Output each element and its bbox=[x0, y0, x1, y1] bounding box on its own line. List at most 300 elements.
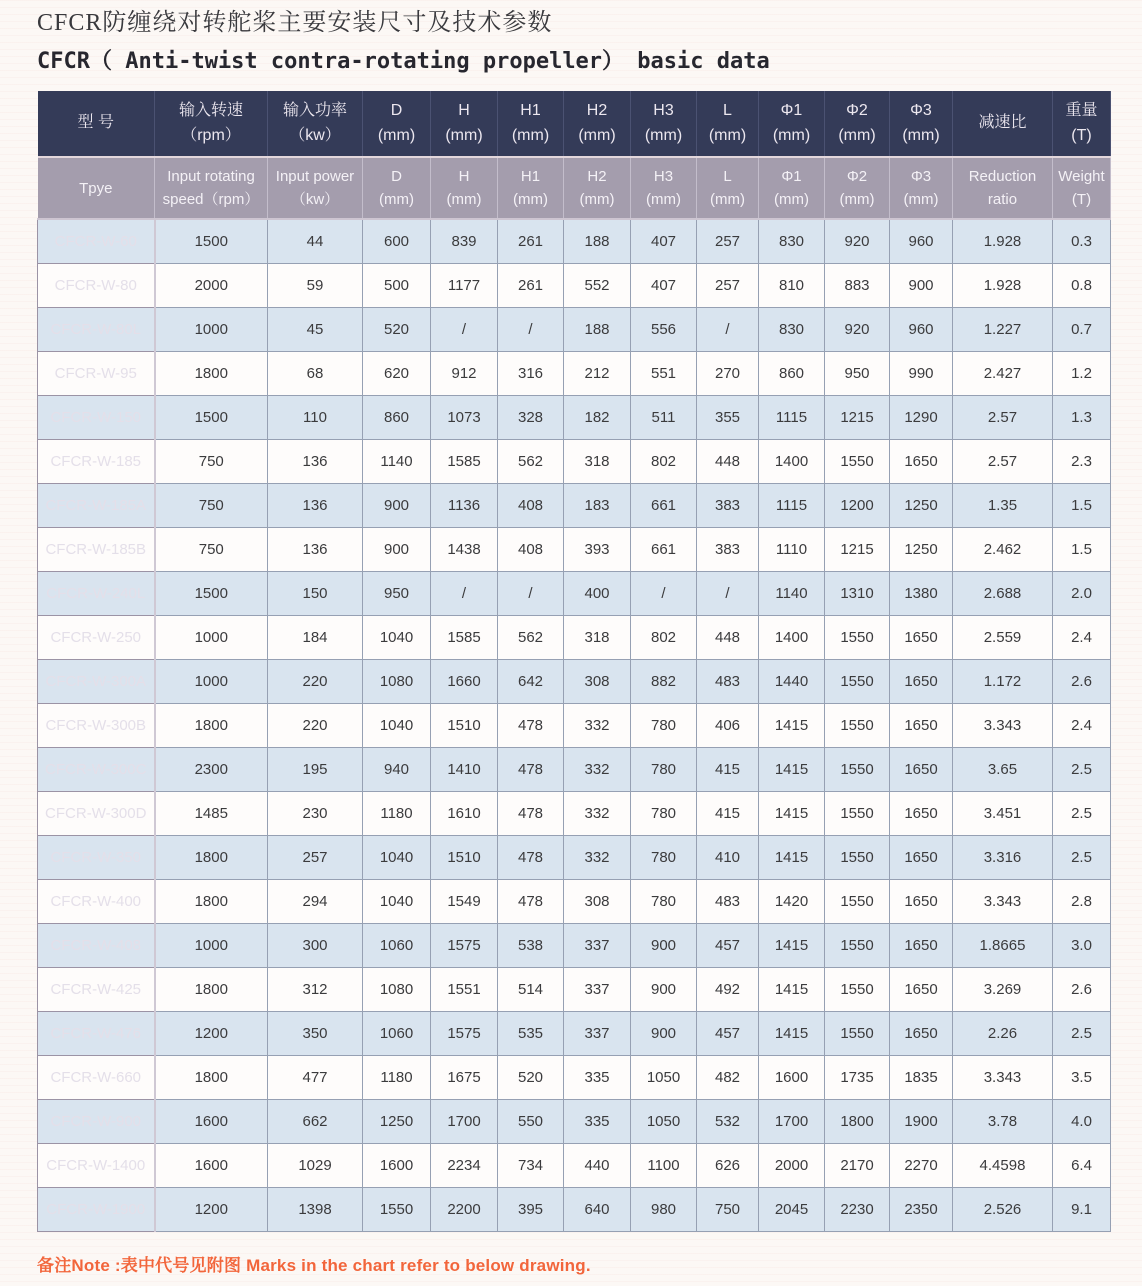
cell-type: CFCR-W-400 bbox=[38, 879, 155, 923]
cell-h3: 900 bbox=[631, 967, 697, 1011]
cell-h3: 900 bbox=[631, 1011, 697, 1055]
cell-l: 457 bbox=[697, 923, 759, 967]
table-row bbox=[38, 659, 1111, 703]
cell-h3: 1050 bbox=[631, 1099, 697, 1143]
cell-speed: 1800 bbox=[155, 351, 268, 395]
cell-phi2: 1550 bbox=[825, 439, 890, 483]
cell-h1: / bbox=[498, 571, 564, 615]
cell-h: 912 bbox=[431, 351, 498, 395]
col-header-line: L bbox=[723, 102, 732, 120]
cell-phi2: 1550 bbox=[825, 615, 890, 659]
col-header-line: (mm) bbox=[772, 126, 811, 144]
cell-d: 1080 bbox=[363, 967, 431, 1011]
cell-phi2: 1550 bbox=[825, 659, 890, 703]
cell-d: 1180 bbox=[363, 1055, 431, 1099]
col-header-en-h3 bbox=[631, 157, 697, 219]
page-title-chinese: CFCR防缠绕对转舵桨主要安装尺寸及技术参数 bbox=[37, 10, 553, 36]
cell-h1: 395 bbox=[498, 1187, 564, 1231]
cell-h1: 520 bbox=[498, 1055, 564, 1099]
table-row bbox=[38, 483, 1111, 527]
cell-l: 483 bbox=[697, 879, 759, 923]
col-header-line: (mm) bbox=[646, 191, 681, 209]
cell-power: 220 bbox=[268, 703, 363, 747]
col-header-line: （kw） bbox=[290, 191, 340, 209]
cell-h1: 734 bbox=[498, 1143, 564, 1187]
cell-phi3: 1650 bbox=[890, 835, 953, 879]
cell-h3: 1100 bbox=[631, 1143, 697, 1187]
cell-h3: 556 bbox=[631, 307, 697, 351]
cell-phi3: 960 bbox=[890, 219, 953, 263]
cell-d: 1060 bbox=[363, 1011, 431, 1055]
cell-weight: 6.4 bbox=[1053, 1143, 1111, 1187]
cell-ratio: 1.35 bbox=[953, 483, 1053, 527]
cell-l: 482 bbox=[697, 1055, 759, 1099]
cell-h2: 188 bbox=[564, 307, 631, 351]
cell-type: CFCR-W-95 bbox=[38, 351, 155, 395]
cell-ratio: 2.462 bbox=[953, 527, 1053, 571]
cell-h1: 328 bbox=[498, 395, 564, 439]
col-header-line: 型 号 bbox=[77, 114, 114, 132]
cell-type: CFCR-W-900 bbox=[38, 1099, 155, 1143]
table-row bbox=[38, 879, 1111, 923]
spec-table-body bbox=[38, 219, 1111, 1231]
cell-phi1: 1415 bbox=[759, 923, 825, 967]
cell-weight: 1.5 bbox=[1053, 483, 1111, 527]
cell-l: 410 bbox=[697, 835, 759, 879]
cell-l: 257 bbox=[697, 263, 759, 307]
cell-h: 1551 bbox=[431, 967, 498, 1011]
cell-phi3: 1650 bbox=[890, 1011, 953, 1055]
cell-h: 1585 bbox=[431, 439, 498, 483]
cell-h2: 188 bbox=[564, 219, 631, 263]
cell-phi3: 1650 bbox=[890, 879, 953, 923]
cell-power: 136 bbox=[268, 527, 363, 571]
cell-h2: 335 bbox=[564, 1099, 631, 1143]
cell-h1: / bbox=[498, 307, 564, 351]
cell-d: 1550 bbox=[363, 1187, 431, 1231]
col-header-zh-h1 bbox=[498, 91, 564, 157]
cell-speed: 1800 bbox=[155, 879, 268, 923]
cell-h: 1675 bbox=[431, 1055, 498, 1099]
cell-h1: 535 bbox=[498, 1011, 564, 1055]
cell-type: CFCR-W-1900 bbox=[38, 1187, 155, 1231]
cell-d: 1040 bbox=[363, 835, 431, 879]
cell-phi3: 1380 bbox=[890, 571, 953, 615]
table-row bbox=[38, 395, 1111, 439]
cell-phi3: 1650 bbox=[890, 439, 953, 483]
cell-phi3: 1900 bbox=[890, 1099, 953, 1143]
col-header-line: (mm) bbox=[445, 126, 483, 144]
col-header-line: H1 bbox=[520, 168, 541, 186]
cell-ratio: 2.57 bbox=[953, 439, 1053, 483]
col-header-line: (mm) bbox=[839, 191, 875, 209]
cell-weight: 3.0 bbox=[1053, 923, 1111, 967]
col-header-line: Weight bbox=[1058, 168, 1105, 186]
table-row bbox=[38, 791, 1111, 835]
cell-d: 500 bbox=[363, 263, 431, 307]
cell-h2: 318 bbox=[564, 439, 631, 483]
cell-speed: 1200 bbox=[155, 1187, 268, 1231]
table-row bbox=[38, 1055, 1111, 1099]
col-header-line: H bbox=[458, 102, 470, 120]
cell-phi1: 1115 bbox=[759, 483, 825, 527]
cell-phi2: 1200 bbox=[825, 483, 890, 527]
cell-h3: 511 bbox=[631, 395, 697, 439]
col-header-line: (mm) bbox=[903, 191, 939, 209]
cell-phi2: 920 bbox=[825, 307, 890, 351]
col-header-zh-phi3 bbox=[890, 91, 953, 157]
cell-l: / bbox=[697, 307, 759, 351]
cell-type: CFCR-W-408 bbox=[38, 923, 155, 967]
cell-h2: 332 bbox=[564, 747, 631, 791]
cell-d: 950 bbox=[363, 571, 431, 615]
cell-h2: 640 bbox=[564, 1187, 631, 1231]
cell-ratio: 3.343 bbox=[953, 1055, 1053, 1099]
col-header-zh-speed bbox=[155, 91, 268, 157]
cell-ratio: 2.427 bbox=[953, 351, 1053, 395]
table-row bbox=[38, 747, 1111, 791]
cell-type: CFCR-W-350 bbox=[38, 835, 155, 879]
cell-phi2: 1550 bbox=[825, 703, 890, 747]
cell-ratio: 1.8665 bbox=[953, 923, 1053, 967]
cell-phi1: 1700 bbox=[759, 1099, 825, 1143]
cell-speed: 750 bbox=[155, 527, 268, 571]
cell-h3: / bbox=[631, 571, 697, 615]
cell-type: CFCR-W-660 bbox=[38, 1055, 155, 1099]
cell-h2: 182 bbox=[564, 395, 631, 439]
cell-speed: 2300 bbox=[155, 747, 268, 791]
cell-phi2: 1550 bbox=[825, 967, 890, 1011]
cell-weight: 0.8 bbox=[1053, 263, 1111, 307]
cell-h1: 562 bbox=[498, 439, 564, 483]
cell-h3: 1050 bbox=[631, 1055, 697, 1099]
cell-ratio: 1.227 bbox=[953, 307, 1053, 351]
cell-h2: 332 bbox=[564, 835, 631, 879]
cell-h3: 780 bbox=[631, 703, 697, 747]
datasheet-page bbox=[37, 8, 1110, 1232]
cell-h1: 538 bbox=[498, 923, 564, 967]
cell-weight: 1.5 bbox=[1053, 527, 1111, 571]
cell-type: CFCR-W-185B bbox=[38, 527, 155, 571]
cell-power: 1029 bbox=[268, 1143, 363, 1187]
cell-weight: 0.3 bbox=[1053, 219, 1111, 263]
table-row bbox=[38, 263, 1111, 307]
col-header-line: D bbox=[390, 102, 403, 120]
cell-phi3: 1650 bbox=[890, 967, 953, 1011]
cell-l: 448 bbox=[697, 439, 759, 483]
col-header-en-l bbox=[697, 157, 759, 219]
cell-h1: 261 bbox=[498, 219, 564, 263]
col-header-line: Φ1 bbox=[780, 102, 803, 120]
table-row bbox=[38, 1099, 1111, 1143]
cell-phi2: 1550 bbox=[825, 747, 890, 791]
col-header-zh-weight bbox=[1053, 91, 1111, 157]
cell-ratio: 3.65 bbox=[953, 747, 1053, 791]
cell-h1: 478 bbox=[498, 791, 564, 835]
cell-h2: 337 bbox=[564, 1011, 631, 1055]
col-header-line: speed（rpm） bbox=[162, 191, 260, 209]
cell-l: 406 bbox=[697, 703, 759, 747]
cell-d: 1600 bbox=[363, 1143, 431, 1187]
cell-phi2: 1800 bbox=[825, 1099, 890, 1143]
cell-ratio: 3.269 bbox=[953, 967, 1053, 1011]
cell-h2: 318 bbox=[564, 615, 631, 659]
cell-ratio: 3.343 bbox=[953, 879, 1053, 923]
cell-phi1: 1415 bbox=[759, 835, 825, 879]
col-header-line: Φ3 bbox=[910, 102, 932, 120]
cell-h2: 332 bbox=[564, 791, 631, 835]
cell-l: 415 bbox=[697, 791, 759, 835]
cell-speed: 1000 bbox=[155, 615, 268, 659]
cell-h1: 478 bbox=[498, 835, 564, 879]
cell-l: 448 bbox=[697, 615, 759, 659]
cell-h2: 308 bbox=[564, 659, 631, 703]
cell-h2: 400 bbox=[564, 571, 631, 615]
cell-d: 1040 bbox=[363, 703, 431, 747]
cell-speed: 2000 bbox=[155, 263, 268, 307]
col-header-line: H3 bbox=[653, 168, 674, 186]
col-header-en-power bbox=[268, 157, 363, 219]
cell-h3: 551 bbox=[631, 351, 697, 395]
table-row bbox=[38, 703, 1111, 747]
cell-type: CFCR-W-250 bbox=[38, 615, 155, 659]
col-header-line: (mm) bbox=[377, 126, 416, 144]
col-header-line: Input rotating bbox=[167, 168, 255, 186]
cell-d: 940 bbox=[363, 747, 431, 791]
cell-h: 1660 bbox=[431, 659, 498, 703]
col-header-line: (mm) bbox=[511, 126, 550, 144]
cell-d: 1040 bbox=[363, 615, 431, 659]
cell-h: / bbox=[431, 307, 498, 351]
col-header-line: (T) bbox=[1071, 126, 1092, 144]
cell-power: 184 bbox=[268, 615, 363, 659]
cell-speed: 1800 bbox=[155, 1055, 268, 1099]
cell-phi1: 1115 bbox=[759, 395, 825, 439]
col-header-zh-h bbox=[431, 91, 498, 157]
cell-h3: 980 bbox=[631, 1187, 697, 1231]
table-row bbox=[38, 615, 1111, 659]
cell-l: 457 bbox=[697, 1011, 759, 1055]
col-header-en-phi3 bbox=[890, 157, 953, 219]
cell-power: 257 bbox=[268, 835, 363, 879]
cell-h3: 407 bbox=[631, 263, 697, 307]
cell-h: 1575 bbox=[431, 923, 498, 967]
cell-h3: 407 bbox=[631, 219, 697, 263]
col-header-zh-phi1 bbox=[759, 91, 825, 157]
table-row bbox=[38, 1011, 1111, 1055]
cell-phi1: 1420 bbox=[759, 879, 825, 923]
cell-d: 520 bbox=[363, 307, 431, 351]
cell-power: 477 bbox=[268, 1055, 363, 1099]
cell-power: 350 bbox=[268, 1011, 363, 1055]
cell-power: 150 bbox=[268, 571, 363, 615]
cell-phi1: 1600 bbox=[759, 1055, 825, 1099]
cell-h1: 478 bbox=[498, 879, 564, 923]
cell-power: 294 bbox=[268, 879, 363, 923]
table-row bbox=[38, 1187, 1111, 1231]
cell-phi1: 1415 bbox=[759, 703, 825, 747]
cell-speed: 1800 bbox=[155, 835, 268, 879]
cell-speed: 1800 bbox=[155, 703, 268, 747]
cell-phi2: 1550 bbox=[825, 791, 890, 835]
cell-h2: 212 bbox=[564, 351, 631, 395]
cell-h3: 780 bbox=[631, 835, 697, 879]
cell-l: 492 bbox=[697, 967, 759, 1011]
cell-power: 44 bbox=[268, 219, 363, 263]
cell-h2: 332 bbox=[564, 703, 631, 747]
col-header-line: Φ2 bbox=[846, 102, 868, 120]
col-header-line: (mm) bbox=[902, 126, 940, 144]
cell-phi1: 2045 bbox=[759, 1187, 825, 1231]
cell-power: 230 bbox=[268, 791, 363, 835]
cell-power: 312 bbox=[268, 967, 363, 1011]
table-row bbox=[38, 307, 1111, 351]
cell-power: 1398 bbox=[268, 1187, 363, 1231]
cell-h1: 514 bbox=[498, 967, 564, 1011]
cell-phi2: 1550 bbox=[825, 923, 890, 967]
table-row bbox=[38, 527, 1111, 571]
col-header-zh-h2 bbox=[564, 91, 631, 157]
cell-type: CFCR-W-60 bbox=[38, 219, 155, 263]
cell-phi1: 830 bbox=[759, 307, 825, 351]
cell-type: CFCR-W-300D bbox=[38, 791, 155, 835]
col-header-line: (mm) bbox=[710, 191, 745, 209]
cell-type: CFCR-W-300C bbox=[38, 747, 155, 791]
col-header-zh-h3 bbox=[631, 91, 697, 157]
cell-l: 257 bbox=[697, 219, 759, 263]
cell-phi1: 1400 bbox=[759, 439, 825, 483]
cell-type: CFCR-W-300A bbox=[38, 659, 155, 703]
cell-ratio: 3.343 bbox=[953, 703, 1053, 747]
col-header-line: L bbox=[723, 168, 732, 186]
cell-h3: 802 bbox=[631, 439, 697, 483]
cell-h3: 780 bbox=[631, 879, 697, 923]
col-header-en-h bbox=[431, 157, 498, 219]
cell-ratio: 3.316 bbox=[953, 835, 1053, 879]
cell-h3: 661 bbox=[631, 527, 697, 571]
cell-ratio: 2.688 bbox=[953, 571, 1053, 615]
cell-phi3: 1650 bbox=[890, 791, 953, 835]
spec-table bbox=[37, 91, 1111, 1232]
cell-phi3: 1650 bbox=[890, 703, 953, 747]
cell-speed: 750 bbox=[155, 483, 268, 527]
cell-l: 626 bbox=[697, 1143, 759, 1187]
cell-weight: 2.4 bbox=[1053, 615, 1111, 659]
cell-phi1: 1415 bbox=[759, 791, 825, 835]
cell-power: 45 bbox=[268, 307, 363, 351]
col-header-line: (mm) bbox=[644, 126, 683, 144]
cell-type: CFCR-W-1400 bbox=[38, 1143, 155, 1187]
cell-type: CFCR-W-300B bbox=[38, 703, 155, 747]
cell-d: 900 bbox=[363, 483, 431, 527]
cell-phi3: 990 bbox=[890, 351, 953, 395]
cell-weight: 2.5 bbox=[1053, 747, 1111, 791]
col-header-en-d bbox=[363, 157, 431, 219]
col-header-en-ratio bbox=[953, 157, 1053, 219]
col-header-zh-l bbox=[697, 91, 759, 157]
cell-phi3: 1835 bbox=[890, 1055, 953, 1099]
cell-h2: 440 bbox=[564, 1143, 631, 1187]
col-header-en-weight bbox=[1053, 157, 1111, 219]
cell-phi1: 1110 bbox=[759, 527, 825, 571]
cell-speed: 1000 bbox=[155, 659, 268, 703]
cell-h: 2200 bbox=[431, 1187, 498, 1231]
cell-h: 2234 bbox=[431, 1143, 498, 1187]
cell-ratio: 4.4598 bbox=[953, 1143, 1053, 1187]
cell-phi3: 960 bbox=[890, 307, 953, 351]
col-header-line: H1 bbox=[520, 102, 541, 120]
cell-ratio: 1.172 bbox=[953, 659, 1053, 703]
col-header-line: (mm) bbox=[379, 191, 414, 209]
cell-d: 860 bbox=[363, 395, 431, 439]
col-header-line: H bbox=[458, 168, 470, 186]
table-row bbox=[38, 835, 1111, 879]
col-header-en-h2 bbox=[564, 157, 631, 219]
cell-h1: 261 bbox=[498, 263, 564, 307]
cell-l: 483 bbox=[697, 659, 759, 703]
cell-h2: 337 bbox=[564, 967, 631, 1011]
cell-l: 532 bbox=[697, 1099, 759, 1143]
cell-h1: 642 bbox=[498, 659, 564, 703]
cell-h: 1700 bbox=[431, 1099, 498, 1143]
col-header-line: （rpm） bbox=[181, 126, 241, 144]
header-row-english bbox=[38, 157, 1111, 219]
cell-phi3: 1250 bbox=[890, 483, 953, 527]
cell-weight: 2.0 bbox=[1053, 571, 1111, 615]
cell-h3: 661 bbox=[631, 483, 697, 527]
cell-phi3: 1290 bbox=[890, 395, 953, 439]
cell-phi3: 2270 bbox=[890, 1143, 953, 1187]
col-header-en-speed bbox=[155, 157, 268, 219]
cell-l: 750 bbox=[697, 1187, 759, 1231]
cell-phi3: 900 bbox=[890, 263, 953, 307]
cell-d: 1140 bbox=[363, 439, 431, 483]
cell-h2: 337 bbox=[564, 923, 631, 967]
col-header-zh-phi2 bbox=[825, 91, 890, 157]
page-title-english: CFCR（ Anti-twist contra-rotating propeller） basic data bbox=[37, 49, 770, 74]
cell-phi2: 1550 bbox=[825, 879, 890, 923]
cell-phi2: 920 bbox=[825, 219, 890, 263]
cell-h1: 550 bbox=[498, 1099, 564, 1143]
cell-ratio: 2.26 bbox=[953, 1011, 1053, 1055]
cell-weight: 0.7 bbox=[1053, 307, 1111, 351]
col-header-line: Reduction bbox=[968, 168, 1037, 186]
col-header-zh-type bbox=[38, 91, 155, 157]
cell-l: / bbox=[697, 571, 759, 615]
cell-weight: 9.1 bbox=[1053, 1187, 1111, 1231]
cell-weight: 1.2 bbox=[1053, 351, 1111, 395]
cell-h3: 882 bbox=[631, 659, 697, 703]
col-header-en-phi2 bbox=[825, 157, 890, 219]
cell-ratio: 1.928 bbox=[953, 219, 1053, 263]
cell-power: 136 bbox=[268, 439, 363, 483]
col-header-line: 重量 bbox=[1065, 102, 1098, 120]
cell-l: 415 bbox=[697, 747, 759, 791]
table-row bbox=[38, 571, 1111, 615]
cell-type: CFCR-W-185A bbox=[38, 483, 155, 527]
col-header-line: Tpye bbox=[79, 179, 113, 197]
col-header-line: 减速比 bbox=[978, 114, 1027, 132]
cell-weight: 3.5 bbox=[1053, 1055, 1111, 1099]
cell-l: 383 bbox=[697, 527, 759, 571]
cell-h: 1177 bbox=[431, 263, 498, 307]
cell-weight: 2.5 bbox=[1053, 791, 1111, 835]
cell-phi2: 1550 bbox=[825, 1011, 890, 1055]
cell-speed: 1600 bbox=[155, 1099, 268, 1143]
table-row bbox=[38, 351, 1111, 395]
col-header-zh-power bbox=[268, 91, 363, 157]
col-header-line: (mm) bbox=[446, 191, 482, 209]
